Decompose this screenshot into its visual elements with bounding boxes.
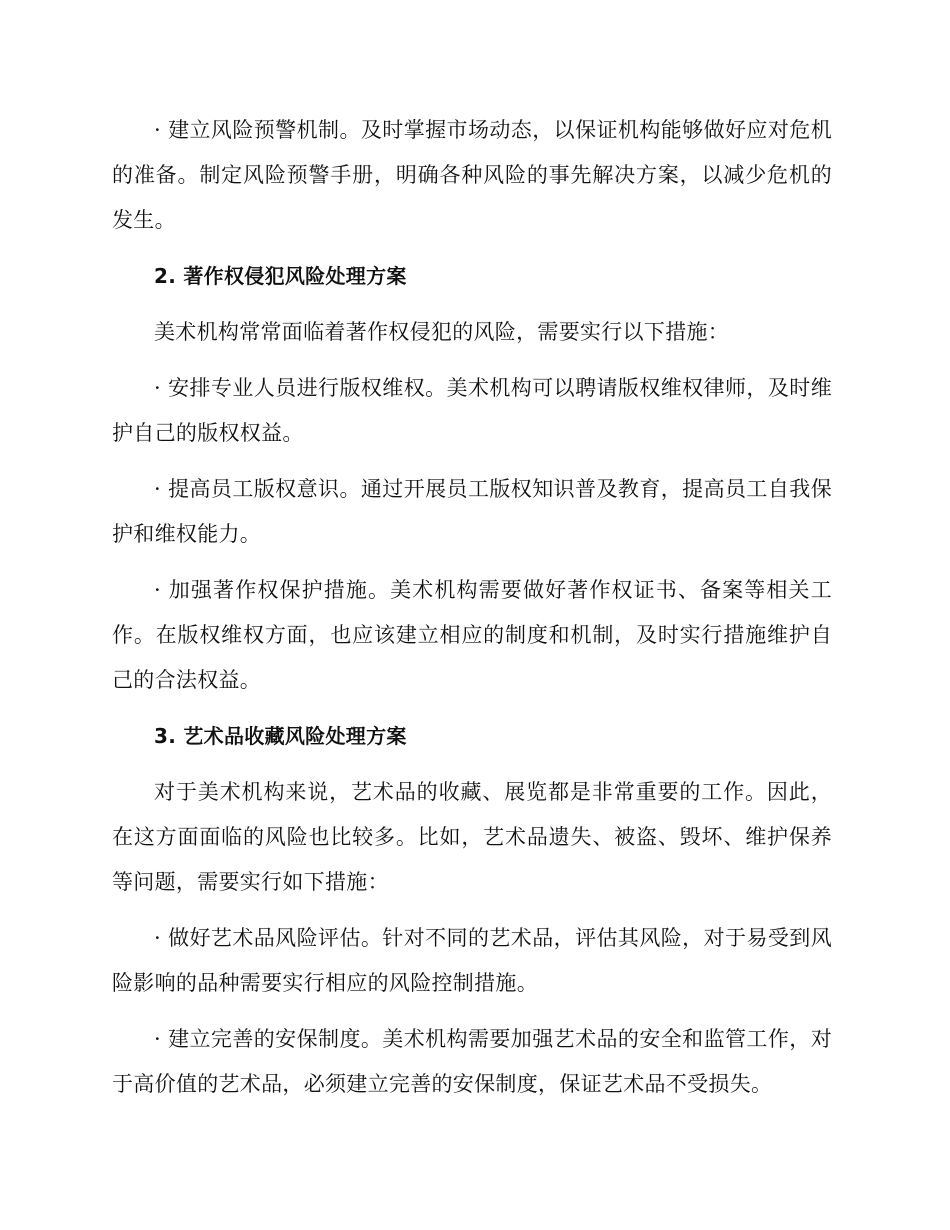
paragraph-copyright-intro: 美术机构常常面临着著作权侵犯的风险，需要实行以下措施： xyxy=(154,320,730,344)
paragraph-copyright-lawyer: · 安排专业人员进行版权维权。美术机构可以聘请版权维权律师，及时维护自己的版权权益。 xyxy=(112,376,832,445)
paragraph-risk-warning: · 建立风险预警机制。及时掌握市场动态，以保证机构能够做好应对危机的准备。制定风险预警手册，明确各种风险的事先解决方案，以减少危机的发生。 xyxy=(112,118,832,232)
paragraph-copyright-protection: · 加强著作权保护措施。美术机构需要做好著作权证书、备案等相关工作。在版权维权方面，也应该建立相应的制度和机制，及时实行措施维护自己的合法权益。 xyxy=(112,578,832,692)
section-heading-collection: 3. 艺术品收藏风险处理方案 xyxy=(154,724,407,748)
document-page xyxy=(112,108,832,1118)
section-heading-copyright: 2. 著作权侵犯风险处理方案 xyxy=(154,264,407,288)
paragraph-collection-security: · 建立完善的安保制度。美术机构需要加强艺术品的安全和监管工作，对于高价值的艺术品，必须建立完善的安保制度，保证艺术品不受损失。 xyxy=(112,1027,832,1096)
paragraph-collection-intro: 对于美术机构来说，艺术品的收藏、展览都是非常重要的工作。因此，在这方面面临的风险也比较多。比如，艺术品遗失、被盗、毁坏、维护保养等问题，需要实行如下措施： xyxy=(112,780,832,894)
paragraph-collection-assessment: · 做好艺术品风险评估。针对不同的艺术品，评估其风险，对于易受到风险影响的品种需要实行相应的风险控制措施。 xyxy=(112,926,832,995)
paragraph-copyright-awareness: · 提高员工版权意识。通过开展员工版权知识普及教育，提高员工自我保护和维权能力。 xyxy=(112,477,832,546)
